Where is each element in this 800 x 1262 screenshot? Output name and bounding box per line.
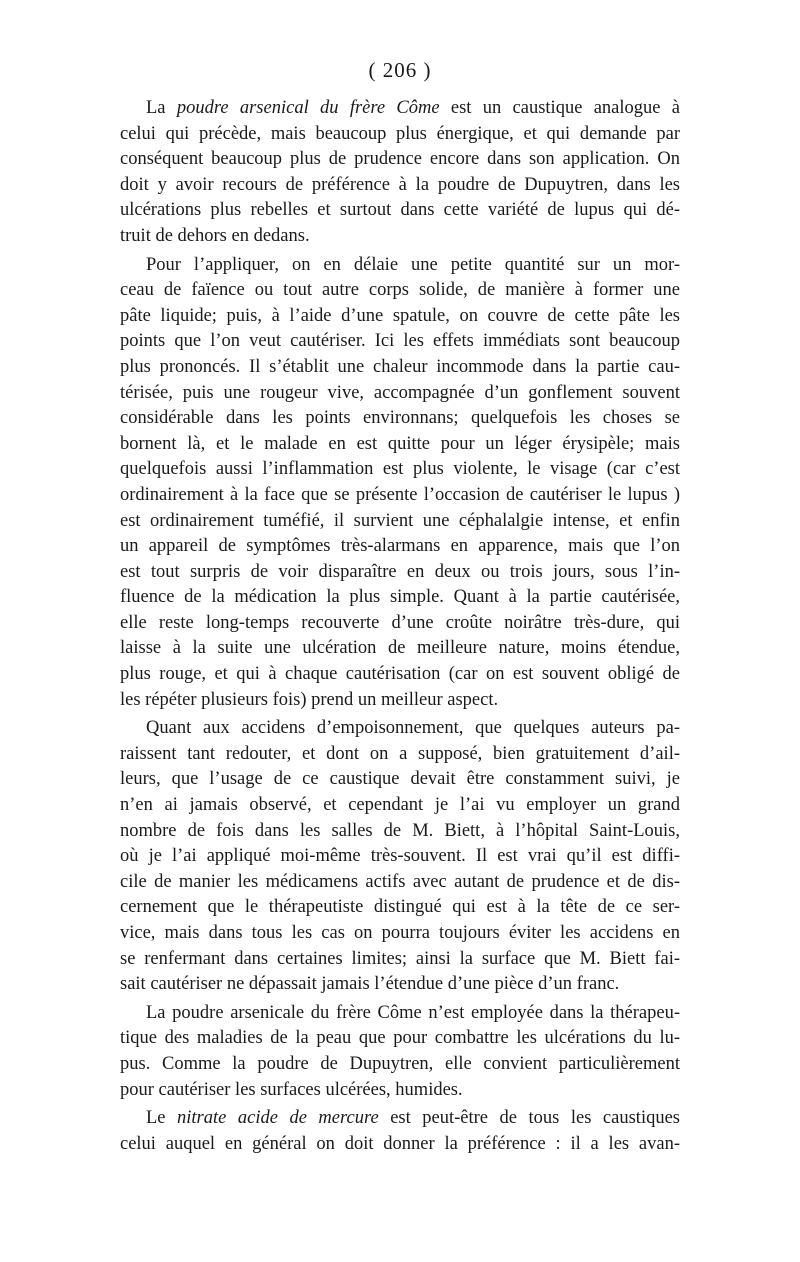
text-line xyxy=(120,432,680,458)
text-line xyxy=(120,921,680,947)
text-segment: raissent tant redouter, et dont on a supposé, bien gratuitement d’ail- xyxy=(120,743,680,764)
text-line xyxy=(120,224,680,250)
text-segment: vice, mais dans tous les cas on pourra toujours éviter les accidens en xyxy=(120,923,680,943)
text-line xyxy=(120,253,680,279)
text-segment: un appareil de symptômes très-alarmans en apparence, mais que l’on xyxy=(120,536,680,557)
text-segment: ulcérations plus rebelles et surtout dans cette variété de lupus qui dé- xyxy=(120,200,680,221)
text-segment: elle reste long-temps recouverte d’une croûte noirâtre très-dure, qui xyxy=(120,612,680,633)
text-line xyxy=(120,534,680,560)
text-line xyxy=(120,278,680,304)
text-segment: ceau de faïence ou tout autre corps solide, de manière à former une xyxy=(120,280,680,301)
text-segment: térisée, puis une rougeur vive, accompagnée d’un gonflement souvent xyxy=(120,382,680,403)
text-segment: se renfermant dans certaines limites; ainsi la surface que M. Biett fai- xyxy=(120,948,680,969)
text-line xyxy=(120,304,680,330)
text-line xyxy=(120,457,680,483)
text-line xyxy=(120,793,680,819)
text-line xyxy=(120,1132,680,1158)
text-line xyxy=(120,1052,680,1078)
paragraph xyxy=(120,253,680,714)
text-segment: n’en ai jamais observé, et cependant je l’ai vu employer un grand xyxy=(120,795,680,816)
text-line xyxy=(120,767,680,793)
italic-term: poudre arsenical du frère Côme xyxy=(176,98,440,118)
text-segment: celui auquel en général on doit donner la préférence : il a les avan- xyxy=(120,1133,680,1154)
text-segment: laisse à la suite une ulcération de meilleure nature, moins étendue, xyxy=(120,638,680,659)
text-line xyxy=(120,662,680,688)
paragraph xyxy=(120,1106,680,1157)
text-segment: est peut-être de tous les caustiques xyxy=(378,1108,680,1129)
text-line xyxy=(120,509,680,535)
text-line xyxy=(120,716,680,742)
text-segment: conséquent beaucoup plus de prudence encore dans son application. On xyxy=(120,149,680,170)
text-line xyxy=(120,96,680,122)
text-segment: cile de manier les médicamens actifs avec autant de prudence et de dis- xyxy=(120,871,680,892)
text-segment: celui qui précède, mais beaucoup plus énergique, et qui demande par xyxy=(120,123,680,144)
text-line xyxy=(120,895,680,921)
text-line xyxy=(120,198,680,224)
text-line xyxy=(120,947,680,973)
text-segment: cernement que le thérapeutiste distingué qui est à la tête de ce ser- xyxy=(120,897,680,918)
text-segment: fluence de la médication la plus simple. Quant à la partie cautérisée, xyxy=(120,587,680,608)
text-line xyxy=(120,1106,680,1132)
text-segment: Quant aux accidens d’empoisonnement, que quelques auteurs pa- xyxy=(146,718,680,739)
text-line xyxy=(120,585,680,611)
text-line xyxy=(120,560,680,586)
text-line xyxy=(120,688,680,714)
text-line xyxy=(120,844,680,870)
text-segment: considérable dans les points environnans; quelquefois les choses se xyxy=(120,408,680,429)
text-segment: les répéter plusieurs fois) prend un meilleur aspect. xyxy=(120,689,499,710)
text-segment: nombre de fois dans les salles de M. Biett, à l’hôpital Saint-Louis, xyxy=(120,820,680,841)
text-segment: sait cautériser ne dépassait jamais l’étendue d’une pièce d’un franc. xyxy=(120,974,620,995)
text-segment: pâte liquide; puis, à l’aide d’une spatule, on couvre de cette pâte les xyxy=(120,305,680,326)
text-line xyxy=(120,1001,680,1027)
text-line xyxy=(120,406,680,432)
text-line xyxy=(120,742,680,768)
text-line xyxy=(120,483,680,509)
text-segment: plus rouge, et qui à chaque cautérisation (car on est souvent obligé de xyxy=(120,664,680,685)
body-text xyxy=(120,96,680,1160)
text-line xyxy=(120,611,680,637)
text-line xyxy=(120,147,680,173)
text-line xyxy=(120,636,680,662)
text-segment: où je l’ai appliqué moi-même très-souvent. Il est vrai qu’il est diffi- xyxy=(120,846,680,867)
text-line xyxy=(120,870,680,896)
text-segment: est un caustique analogue à xyxy=(439,98,681,118)
text-segment: Pour l’appliquer, on en délaie une petite quantité sur un mor- xyxy=(146,254,680,275)
text-line xyxy=(120,1078,680,1104)
text-segment: La poudre arsenicale du frère Côme n’est employée dans la thérapeu- xyxy=(146,1002,680,1023)
text-line xyxy=(120,122,680,148)
text-segment: truit de dehors en dedans. xyxy=(120,225,310,246)
text-segment: bornent là, et le malade en est quitte pour un léger érysipèle; mais xyxy=(120,433,680,454)
paragraph xyxy=(120,96,680,250)
text-segment: plus prononcés. Il s’établit une chaleur incommode dans la partie cau- xyxy=(120,356,680,377)
text-line xyxy=(120,381,680,407)
text-line xyxy=(120,819,680,845)
text-line xyxy=(120,173,680,199)
text-segment: pus. Comme la poudre de Dupuytren, elle convient particulièrement xyxy=(120,1053,680,1074)
italic-term: nitrate acide de mercure xyxy=(177,1108,379,1129)
paragraph xyxy=(120,1001,680,1103)
text-line xyxy=(120,329,680,355)
text-segment: La xyxy=(146,98,177,118)
text-segment: est tout surpris de voir disparaître en deux ou trois jours, sous l’in- xyxy=(120,561,680,582)
text-line xyxy=(120,355,680,381)
paragraph xyxy=(120,716,680,998)
text-segment: doit y avoir recours de préférence à la poudre de Dupuytren, dans les xyxy=(120,174,680,195)
page-number: ( 206 ) xyxy=(368,58,432,82)
text-segment: Le xyxy=(146,1108,178,1129)
text-segment: pour cautériser les surfaces ulcérées, humides. xyxy=(120,1079,463,1100)
text-segment: leurs, que l’usage de ce caustique devait être constamment suivi, je xyxy=(120,769,680,790)
text-line xyxy=(120,972,680,998)
text-line xyxy=(120,1026,680,1052)
text-segment: est ordinairement tuméfié, il survient une céphalalgie intense, et enfin xyxy=(120,510,680,531)
text-segment: ordinairement à la face que se présente l’occasion de cautériser le lupus ) xyxy=(120,484,680,505)
text-segment: points que l’on veut cautériser. Ici les effets immédiats sont beaucoup xyxy=(120,331,680,352)
text-segment: tique des maladies de la peau que pour combattre les ulcérations du lu- xyxy=(120,1028,680,1049)
text-segment: quelquefois aussi l’inflammation est plus violente, le visage (car c’est xyxy=(120,459,680,480)
